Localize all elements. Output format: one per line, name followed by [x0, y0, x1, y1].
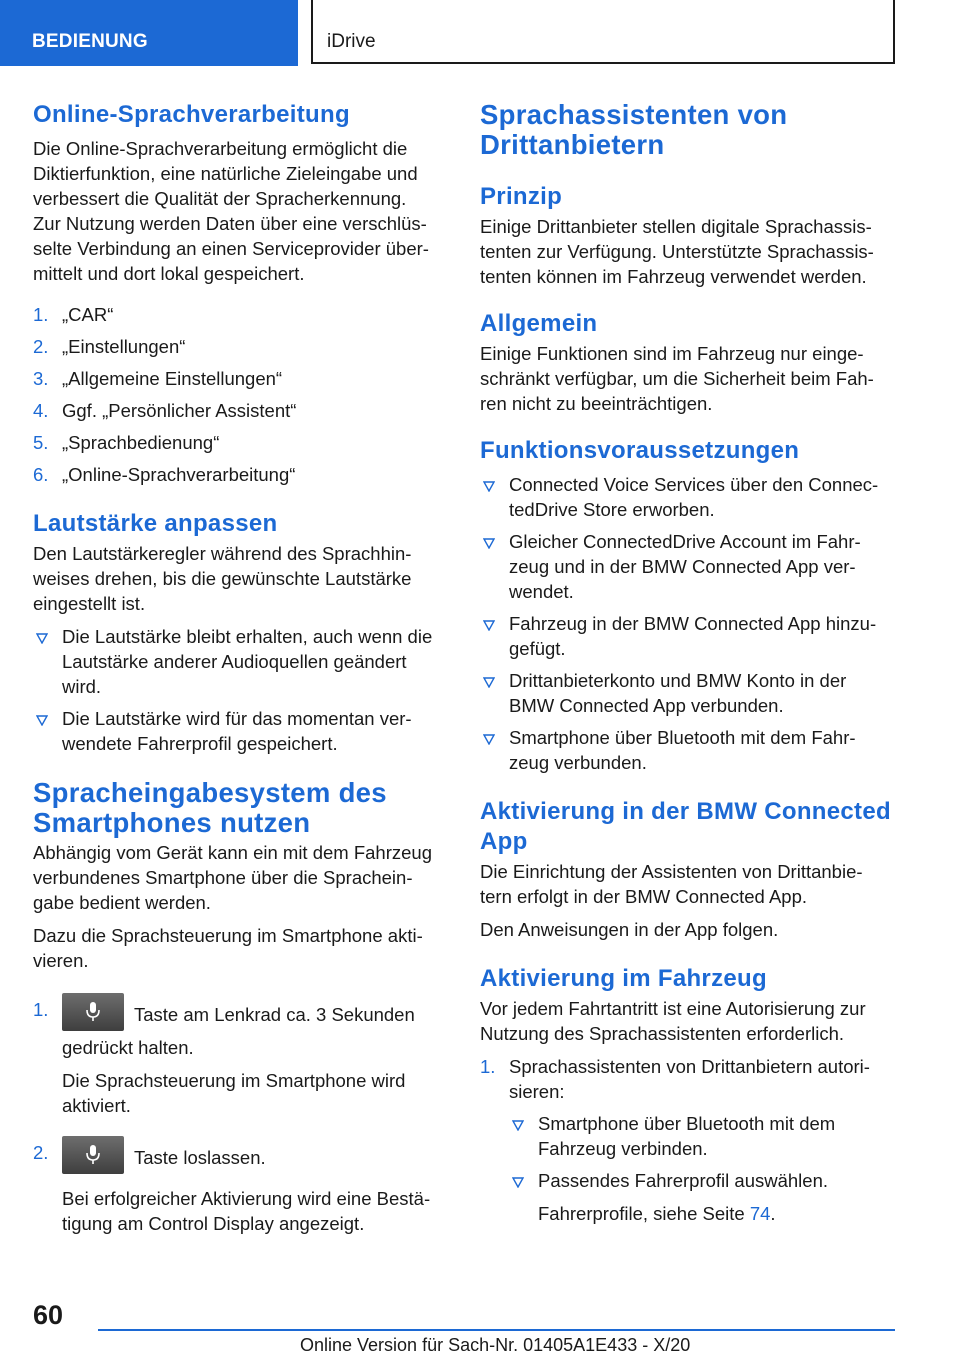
bullet-item: Drittanbieterkonto und BMW Konto in der BMW Connected App verbunden.	[480, 668, 898, 718]
step-item: 2. Taste loslassen. Bei erfolgreicher Aktivierung wird eine Bestä‐ tigung am Control Display angezeigt.	[33, 1140, 445, 1236]
heading-sprachassistenten: Sprachassistenten von Drittanbietern	[480, 99, 788, 160]
triangle-down-icon	[483, 619, 495, 631]
chapter-title: iDrive	[311, 0, 895, 64]
settings-steps	[33, 302, 445, 487]
paragraph: Die Einrichtung der Assistenten von Drittanbie‐ tern erfolgt in der BMW Connected App.	[480, 861, 863, 907]
step-item: 5. „Sprachbedienung“	[33, 432, 220, 453]
step-item: 2. „Einstellungen“	[33, 336, 186, 357]
paragraph: Den Anweisungen in der App folgen.	[480, 919, 779, 940]
microphone-icon	[85, 1144, 101, 1166]
triangle-down-icon	[483, 480, 495, 492]
page-number: 60	[33, 1300, 64, 1330]
paragraph: Den Lautstärkeregler während des Sprachhin‐ weises drehen, bis die gewünschte Lautstärke eingestellt ist.	[33, 543, 412, 614]
left-column	[33, 100, 445, 1236]
step-item: 3. „Allgemeine Einstellungen“	[33, 368, 283, 389]
step-item: 4. Ggf. „Persönlicher Assistent“	[33, 400, 297, 421]
voice-key-button	[62, 993, 124, 1031]
heading-allgemein: Allgemein	[480, 310, 598, 337]
paragraph: Abhängig vom Gerät kann ein mit dem Fahrzeug verbundenes Smartphone über die Sprachein‐ gabe bedient werden.	[33, 842, 432, 913]
bullet-item: Connected Voice Services über den Connec‐ tedDrive Store erworben.	[480, 472, 898, 522]
triangle-down-icon	[36, 714, 48, 726]
triangle-down-icon	[512, 1176, 524, 1188]
page-link[interactable]: 74	[749, 1203, 771, 1224]
heading-prinzip: Prinzip	[480, 183, 563, 210]
bullet-item: Die Lautstärke bleibt erhalten, auch wenn die Lautstärke anderer Audioquellen geändert wird.	[33, 624, 445, 699]
section-tab: BEDIENUNG	[0, 0, 298, 66]
footer-text: Online Version für Sach-Nr. 01405A1E433 - X/20	[300, 1335, 691, 1355]
bullet-item: Passendes Fahrerprofil auswählen. Fahrerprofile, siehe Seite 74.	[509, 1168, 898, 1226]
activation-sub-bullets	[509, 1111, 898, 1226]
bullet-item: Smartphone über Bluetooth mit dem Fahr‐ zeug verbunden.	[480, 725, 898, 775]
triangle-down-icon	[483, 676, 495, 688]
step-item: 1. Sprachassistenten von Drittanbietern autori‐ sieren: Smartphone über Bluetooth mit dem Fahrzeug verbinden. Passendes Fahrerprofil auswählen. Fahrerprofile, siehe Seite 74.	[480, 1054, 898, 1226]
voice-key-button	[62, 1136, 124, 1174]
page-reference: Fahrerprofile, siehe Seite 74.	[538, 1203, 776, 1224]
paragraph: Einige Funktionen sind im Fahrzeug nur einge‐ schränkt verfügbar, um die Sicherheit beim Fah‐ ren nicht zu beeinträchtigen.	[480, 343, 874, 414]
paragraph: Einige Drittanbieter stellen digitale Sprachassis‐ tenten zur Verfügung. Unterstützte Sprachassis‐ tenten können im Fahrzeug verwendet werden.	[480, 216, 874, 287]
smartphone-steps	[33, 997, 445, 1236]
triangle-down-icon	[483, 537, 495, 549]
heading-aktivierung-fahrzeug: Aktivierung im Fahrzeug	[480, 965, 767, 992]
activation-steps	[480, 1054, 898, 1226]
step-item: 6. „Online-Sprachverarbeitung“	[33, 464, 296, 485]
microphone-icon	[85, 1001, 101, 1023]
paragraph: Dazu die Sprachsteuerung im Smartphone akti‐ vieren.	[33, 925, 423, 971]
volume-bullets	[33, 624, 445, 756]
triangle-down-icon	[512, 1119, 524, 1131]
paragraph: Vor jedem Fahrtantritt ist eine Autorisierung zur Nutzung des Sprachassistenten erforderlich.	[480, 998, 866, 1044]
paragraph: Die Online-Sprachverarbeitung ermöglicht die Diktierfunktion, eine natürliche Zieleingabe und verbessert die Qualität der Spracherkennung. Zur Nutzung werden Daten über eine verschlüs‐ selte Verbindung an einen Serviceprovider über‐ mittelt und dort lokal gespeichert.	[33, 138, 429, 284]
heading-online-sprachverarbeitung: Online-Sprachverarbeitung	[33, 101, 350, 128]
bullet-item: Die Lautstärke wird für das momentan ver‐ wendete Fahrerprofil gespeichert.	[33, 706, 445, 756]
page-header	[0, 0, 960, 66]
heading-funktionsvoraussetzungen: Funktionsvoraussetzungen	[480, 437, 800, 464]
step-item: 1. Taste am Lenkrad ca. 3 Sekunden gedrückt halten. Die Sprachsteuerung im Smartphone wird aktiviert.	[33, 997, 445, 1118]
requirement-bullets	[480, 472, 898, 775]
triangle-down-icon	[36, 632, 48, 644]
triangle-down-icon	[483, 733, 495, 745]
heading-aktivierung-app: Aktivierung in der BMW Connected App	[480, 798, 891, 855]
step-item: 1. „CAR“	[33, 304, 114, 325]
right-column	[480, 100, 898, 1226]
heading-spracheingabesystem: Spracheingabesystem des Smartphones nutzen	[33, 777, 387, 838]
heading-lautstaerke: Lautstärke anpassen	[33, 510, 278, 537]
bullet-item: Fahrzeug in der BMW Connected App hinzu‐ gefügt.	[480, 611, 898, 661]
bullet-item: Smartphone über Bluetooth mit dem Fahrzeug verbinden.	[509, 1111, 898, 1161]
bullet-item: Gleicher ConnectedDrive Account im Fahr‐ zeug und in der BMW Connected App ver‐ wendet.	[480, 529, 898, 604]
footer-divider	[98, 1329, 895, 1331]
